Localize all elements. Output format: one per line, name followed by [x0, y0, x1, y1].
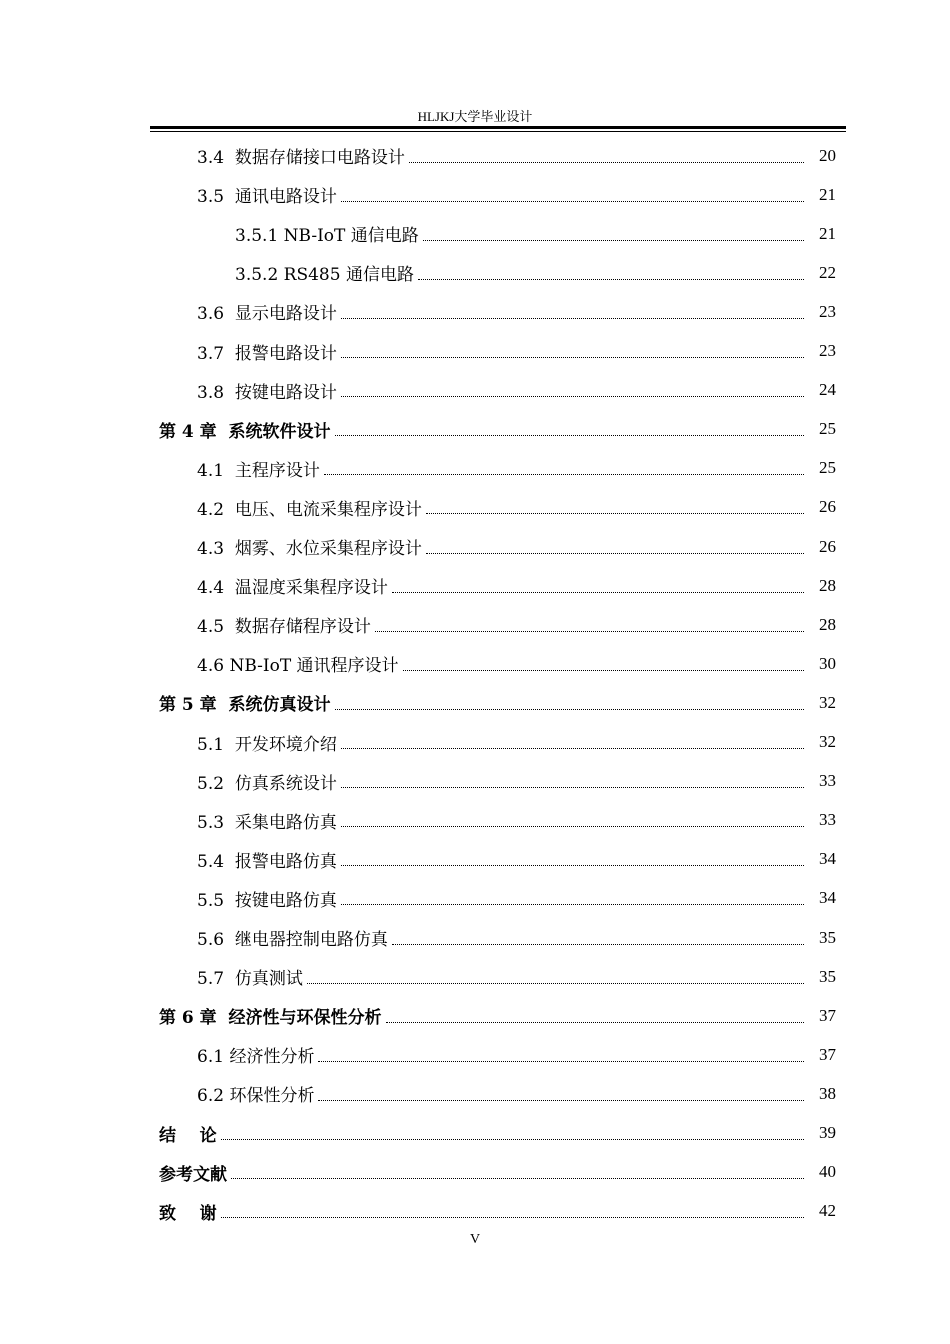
- toc-entry[interactable]: [0, 566, 950, 605]
- toc-entry[interactable]: [0, 449, 950, 488]
- toc-entry-page: 21: [819, 184, 836, 204]
- toc-leader-dots: [341, 395, 804, 397]
- toc-entry-label: 6.2 环保性分析: [197, 1086, 315, 1107]
- toc-entry-label: 4.4 温湿度采集程序设计: [197, 578, 388, 599]
- toc-entry-page: 37: [819, 1044, 836, 1064]
- toc-leader-dots: [335, 434, 804, 436]
- toc-entry-label: 3.8 按键电路设计: [197, 382, 337, 403]
- toc-entry-label: 5.1 开发环境介绍: [197, 734, 337, 755]
- toc-entry[interactable]: [0, 1074, 950, 1113]
- toc-entry-label: 3.5.1 NB-IoT 通信电路: [235, 226, 419, 247]
- toc-entry-label: 3.7 报警电路设计: [197, 343, 337, 364]
- toc-entry[interactable]: [0, 1192, 950, 1231]
- toc-entry-page: 23: [819, 301, 836, 321]
- toc-entry-page: 37: [819, 1005, 836, 1025]
- toc-leader-dots: [392, 591, 804, 593]
- toc-entry-label: 第 4 章 系统软件设计: [159, 421, 331, 442]
- toc-leader-dots: [341, 356, 804, 358]
- toc-leader-dots: [318, 1060, 804, 1062]
- toc-entry-page: 34: [819, 888, 836, 908]
- toc-leader-dots: [426, 552, 804, 554]
- toc-leader-dots: [341, 786, 804, 788]
- toc-leader-dots: [341, 903, 804, 905]
- toc-leader-dots: [221, 1138, 804, 1140]
- toc-entry[interactable]: [0, 723, 950, 762]
- toc-entry[interactable]: [0, 410, 950, 449]
- toc-entry[interactable]: [0, 253, 950, 292]
- toc-entry-label: 5.5 按键电路仿真: [197, 890, 337, 911]
- toc-entry-page: 20: [819, 145, 836, 165]
- toc-entry-label: 4.3 烟雾、水位采集程序设计: [197, 539, 422, 559]
- toc-entry-label: 5.3 采集电路仿真: [197, 812, 337, 833]
- toc-leader-dots: [335, 708, 804, 710]
- toc-entry-label: 5.6 继电器控制电路仿真: [197, 930, 388, 950]
- toc-leader-dots: [318, 1099, 804, 1101]
- toc-entry-label: 第 6 章 经济性与环保性分析: [159, 1008, 382, 1029]
- toc-entry-label: 参考文献: [159, 1164, 227, 1185]
- toc-leader-dots: [341, 825, 804, 827]
- toc-entry[interactable]: [0, 801, 950, 840]
- toc-entry-page: 34: [819, 849, 836, 869]
- toc-entry-page: 21: [819, 223, 836, 243]
- toc-entry-page: 23: [819, 341, 836, 360]
- page-number: V: [469, 1232, 481, 1247]
- toc-entry-page: 25: [819, 458, 836, 478]
- toc-entry[interactable]: [0, 527, 950, 566]
- toc-entry-label: 结 论: [159, 1125, 217, 1146]
- toc-entry-page: 40: [819, 1162, 836, 1182]
- toc-entry-page: 33: [819, 771, 836, 791]
- toc-entry-label: 5.2 仿真系统设计: [197, 773, 337, 794]
- toc-entry-page: 39: [819, 1123, 836, 1142]
- toc-entry-page: 24: [819, 380, 836, 400]
- toc-entry[interactable]: [0, 175, 950, 214]
- toc-entry[interactable]: [0, 644, 950, 683]
- toc-entry-page: 42: [819, 1201, 836, 1221]
- toc-leader-dots: [403, 669, 804, 671]
- toc-entry-label: 3.4 数据存储接口电路设计: [197, 148, 405, 168]
- toc-entry[interactable]: [0, 292, 950, 331]
- toc-entry-page: 26: [819, 497, 836, 517]
- toc-leader-dots: [423, 239, 804, 241]
- toc-entry[interactable]: [0, 332, 950, 371]
- toc-entry-page: 28: [819, 614, 836, 634]
- toc-entry-page: 38: [819, 1083, 836, 1103]
- toc-leader-dots: [324, 473, 804, 475]
- toc-entry-page: 28: [819, 575, 836, 595]
- toc-leader-dots: [341, 747, 804, 749]
- toc-entry-page: 32: [819, 732, 836, 751]
- toc-leader-dots: [341, 864, 804, 866]
- toc-leader-dots: [221, 1216, 804, 1218]
- toc-leader-dots: [341, 317, 804, 319]
- toc-entry[interactable]: [0, 214, 950, 253]
- toc-entry[interactable]: [0, 371, 950, 410]
- toc-entry-label: 4.1 主程序设计: [197, 460, 320, 481]
- toc-entry-label: 5.4 报警电路仿真: [197, 851, 337, 872]
- toc-entry[interactable]: [0, 1114, 950, 1153]
- toc-entry-page: 35: [819, 927, 836, 947]
- toc-leader-dots: [307, 982, 804, 984]
- toc-entry-page: 35: [819, 966, 836, 986]
- toc-entry-page: 25: [819, 419, 836, 439]
- page-header: HLJKJ大学毕业设计: [417, 109, 533, 124]
- toc-entry[interactable]: [0, 1153, 950, 1192]
- toc-entry-label: 4.6 NB-IoT 通讯程序设计: [197, 656, 399, 677]
- toc-entry[interactable]: [0, 957, 950, 996]
- toc-leader-dots: [418, 278, 804, 280]
- toc-entry[interactable]: [0, 762, 950, 801]
- toc-entry[interactable]: [0, 879, 950, 918]
- toc-entry-label: 4.2 电压、电流采集程序设计: [197, 499, 422, 520]
- toc-leader-dots: [392, 943, 804, 945]
- toc-entry-page: 32: [819, 692, 836, 712]
- toc-entry-page: 33: [819, 810, 836, 830]
- header-rule-thin: [150, 131, 846, 132]
- toc-entry-label: 3.5 通讯电路设计: [197, 187, 337, 208]
- toc-entry-label: 3.5.2 RS485 通信电路: [235, 265, 414, 286]
- toc-leader-dots: [231, 1177, 804, 1179]
- toc-entry[interactable]: [0, 1035, 950, 1074]
- toc-entry-label: 4.5 数据存储程序设计: [197, 617, 371, 638]
- toc-entry[interactable]: [0, 605, 950, 644]
- toc-entry[interactable]: [0, 996, 950, 1035]
- toc-leader-dots: [426, 512, 804, 514]
- toc-entry[interactable]: [0, 136, 950, 175]
- toc-entry-label: 3.6 显示电路设计: [197, 304, 337, 325]
- toc-entry-page: 30: [819, 653, 836, 673]
- toc-leader-dots: [409, 161, 804, 163]
- toc-entry[interactable]: [0, 840, 950, 879]
- toc-entry[interactable]: [0, 488, 950, 527]
- toc-entry-label: 致 谢: [159, 1203, 217, 1224]
- toc-leader-dots: [375, 630, 804, 632]
- toc-entry-label: 第 5 章 系统仿真设计: [159, 695, 331, 716]
- toc-entry-label: 5.7 仿真测试: [197, 969, 303, 990]
- header-rule-thick: [150, 126, 846, 129]
- toc-entry-page: 22: [819, 262, 836, 282]
- toc-leader-dots: [341, 200, 804, 202]
- toc-entry[interactable]: [0, 918, 950, 957]
- toc-leader-dots: [386, 1021, 804, 1023]
- toc-entry-label: 6.1 经济性分析: [197, 1047, 315, 1068]
- toc-entry-page: 26: [819, 536, 836, 556]
- toc-entry[interactable]: [0, 683, 950, 722]
